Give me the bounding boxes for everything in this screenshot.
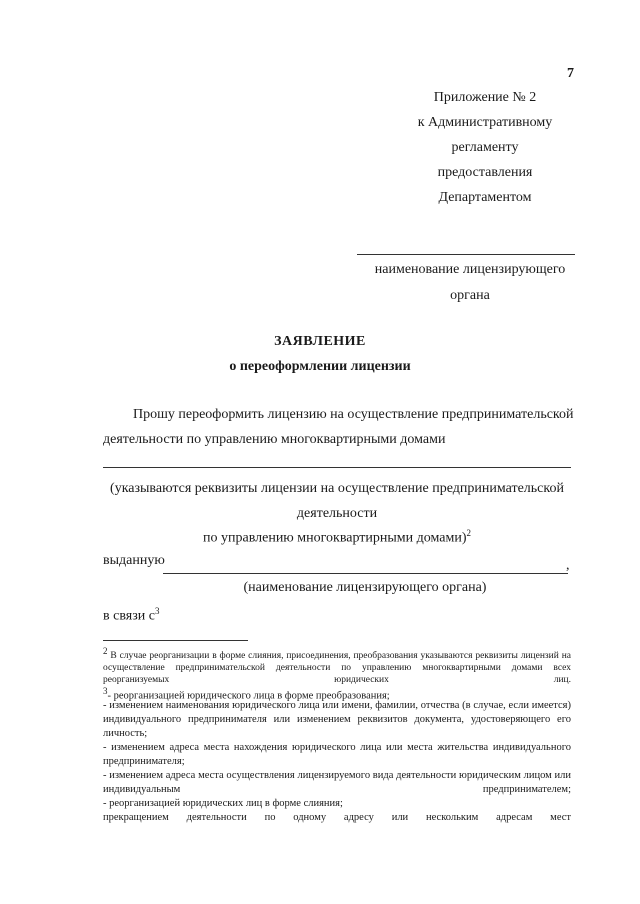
reason-label [103,606,159,625]
document-subtitle: о переоформлении лицензии [229,359,411,374]
footnote-3-item-1: - реорганизацией юридического лица в форме преобразования; [107,690,390,702]
reason-label-text: в связи с [103,608,155,624]
footnote-ref-2: 2 [466,528,471,538]
issued-comma: , [566,558,570,573]
request-line-2: деятельности по управлению многоквартирными домами [103,432,446,447]
issuer-blank-line [163,573,568,574]
license-details-blank-line [103,467,571,468]
page-number: 7 [567,66,574,81]
footnote-3-item-3: - изменением адреса места нахождения юридического лица или места жительства индивидуального предпринимателя; [103,742,571,767]
footnote-ref-3: 3 [154,606,160,616]
issuer-caption: (наименование лицензирующего органа) [243,580,487,595]
document-title: ЗАЯВЛЕНИЕ [274,334,366,349]
appendix-line-4: предоставления [437,165,533,180]
addressee-caption-line-1: наименование лицензирующего [374,262,566,277]
appendix-line-1: Приложение № 2 [433,90,537,105]
footnote-3-item-4: - изменением адреса места осуществления лицензируемого вида деятельности юридическим лицом или индивидуальным предпринимателем; [103,770,571,795]
appendix-line-5: Департаментом [438,190,532,205]
footnote-2-marker: 2 [103,646,108,656]
footnote-2-text: В случае реорганизации в форме слияния, присоединения, преобразования указываются реквизиты лицензий на осуществление предпринимательской деятельности по управлению многоквартирными домами всех реорганизуемых юридических лиц. [103,651,572,686]
request-line-1: Прошу переоформить лицензию на осуществление предпринимательской [133,407,574,422]
issued-label: выданную [103,553,165,568]
footnote-3-item-2: - изменением наименования юридического лица или имени, фамилии, отчества (в случае, если имеется) индивидуального предпринимателя или изменением реквизитов документа, удостоверяющего его личность; [103,700,571,739]
license-hint-line-2: деятельности [296,506,378,521]
appendix-line-3: регламенту [451,140,519,155]
addressee-caption-line-2: органа [450,288,490,303]
license-hint-line-1: (указываются реквизиты лицензии на осуществление предпринимательской [110,481,564,496]
footnote-2 [103,645,571,686]
footnote-3-item-6: прекращением деятельности по одному адресу или нескольким адресам мест [103,812,571,823]
license-hint-line-3 [100,528,574,547]
footnote-3-item-5: - реорганизацией юридических лиц в форме слияния; [103,798,343,809]
license-hint-line-3-text: по управлению многоквартирными домами) [203,530,467,546]
footnote-3-marker: 3 [103,686,108,696]
addressee-blank-line [357,254,575,255]
appendix-line-2: к Административному [417,115,553,130]
footnote-separator [103,640,248,641]
